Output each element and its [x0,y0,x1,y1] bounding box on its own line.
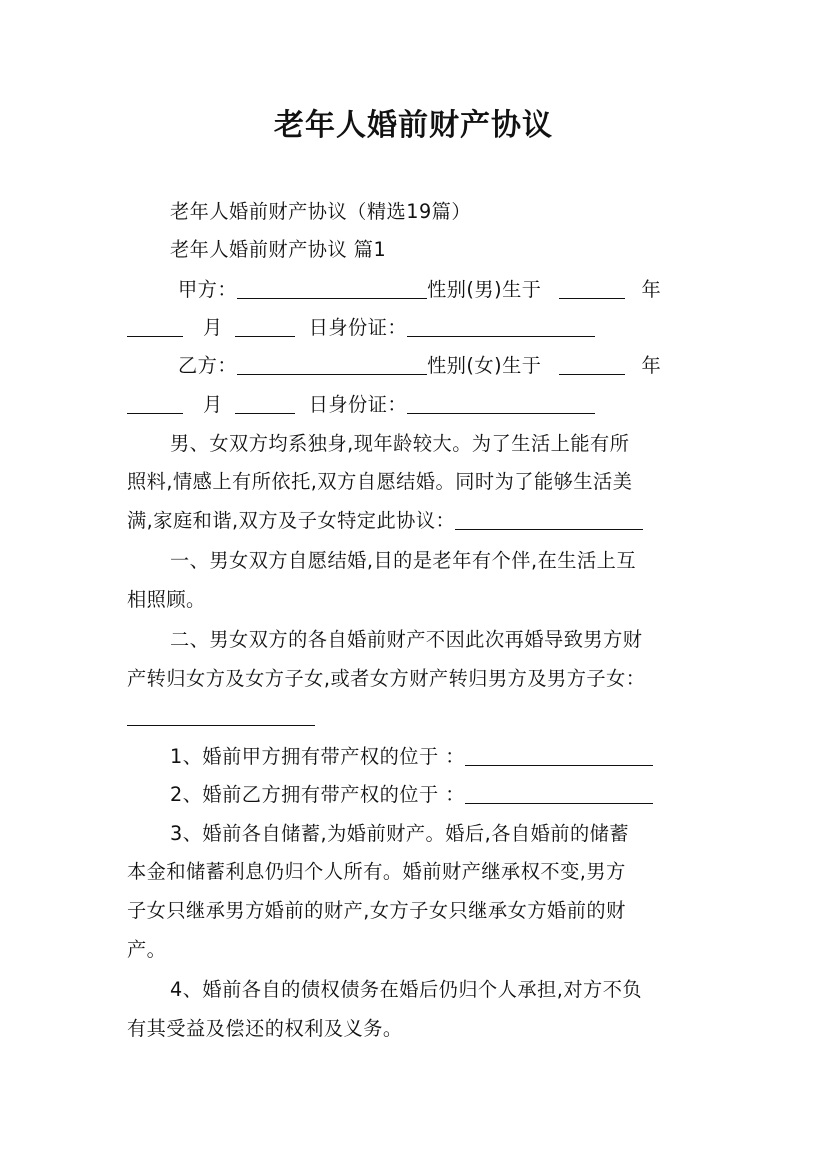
intro-blank [455,509,643,530]
party-b-line-2 [127,390,595,420]
clause2-line-1: 二、男女双方的各自婚前财产不因此次再婚导致男方财 [170,628,643,651]
item2-line [170,780,653,810]
party-a-id-blank [407,316,595,337]
item3-line-2: 本金和储蓄利息仍归个人所有。婚前财产继承权不变,男方 [127,860,626,883]
party-a-label: 甲方： [178,278,238,301]
clause1-line-2: 相照顾。 [127,588,206,611]
party-b-day-id: 日身份证： [308,393,408,416]
intro-line-3 [127,506,643,536]
clause1-line-1: 一、男女双方自愿结婚,目的是老年有个伴,在生活上互 [170,549,637,572]
party-b-year-cont-blank [127,393,183,414]
party-b-line [178,351,661,381]
party-a-month-label: 月 [203,316,223,339]
item1-line [170,742,653,772]
document-subtitle: 老年人婚前财产协议（精选19篇） [170,200,472,223]
party-a-line-2 [127,313,595,343]
party-a-year-blank [559,278,625,299]
party-b-name-blank [237,354,427,375]
party-b-month-blank [235,393,295,414]
intro-line-2: 照料,情感上有所依托,双方自愿结婚。同时为了能够生活美 [127,470,633,493]
item2-text: 2、婚前乙方拥有带产权的位于 ： [170,783,465,806]
item4-line-1: 4、婚前各自的债权债务在婚后仍归个人承担,对方不负 [170,978,643,1001]
party-a-year-cont-blank [127,316,183,337]
party-b-month-label: 月 [203,393,223,416]
party-a-month-blank [235,316,295,337]
item4-line-2: 有其受益及偿还的权利及义务。 [127,1017,403,1040]
item1-blank [465,745,653,766]
item2-blank [465,783,653,804]
party-a-line [178,275,661,305]
party-b-id-blank [407,393,595,414]
party-b-label: 乙方： [178,354,238,377]
item3-line-3: 子女只继承男方婚前的财产,女方子女只继承女方婚前的财 [127,899,626,922]
intro-line-3-text: 满,家庭和谐,双方及子女特定此协议： [127,509,456,532]
clause2-blank [127,705,315,726]
party-b-year-label: 年 [641,354,662,377]
document-title: 老年人婚前财产协议 [274,108,553,143]
item3-line-1: 3、婚前各自储蓄,为婚前财产。婚后,各自婚前的储蓄 [170,822,630,845]
party-b-gender: 性别(女)生于 [427,354,542,377]
party-a-year-label: 年 [641,278,662,301]
party-a-name-blank [237,278,427,299]
item3-line-4: 产。 [127,938,167,961]
clause2-line-2: 产转归女方及女方子女,或者女方财产转归男方及男方子女： [127,667,646,690]
party-a-gender: 性别(男)生于 [427,278,542,301]
clause2-line-3 [127,702,315,732]
section-heading: 老年人婚前财产协议 篇1 [170,238,387,261]
party-b-year-blank [559,354,625,375]
party-a-day-id: 日身份证： [308,316,408,339]
item1-text: 1、婚前甲方拥有带产权的位于 ： [170,745,465,768]
intro-line-1: 男、女双方均系独身,现年龄较大。为了生活上能有所 [170,432,630,455]
